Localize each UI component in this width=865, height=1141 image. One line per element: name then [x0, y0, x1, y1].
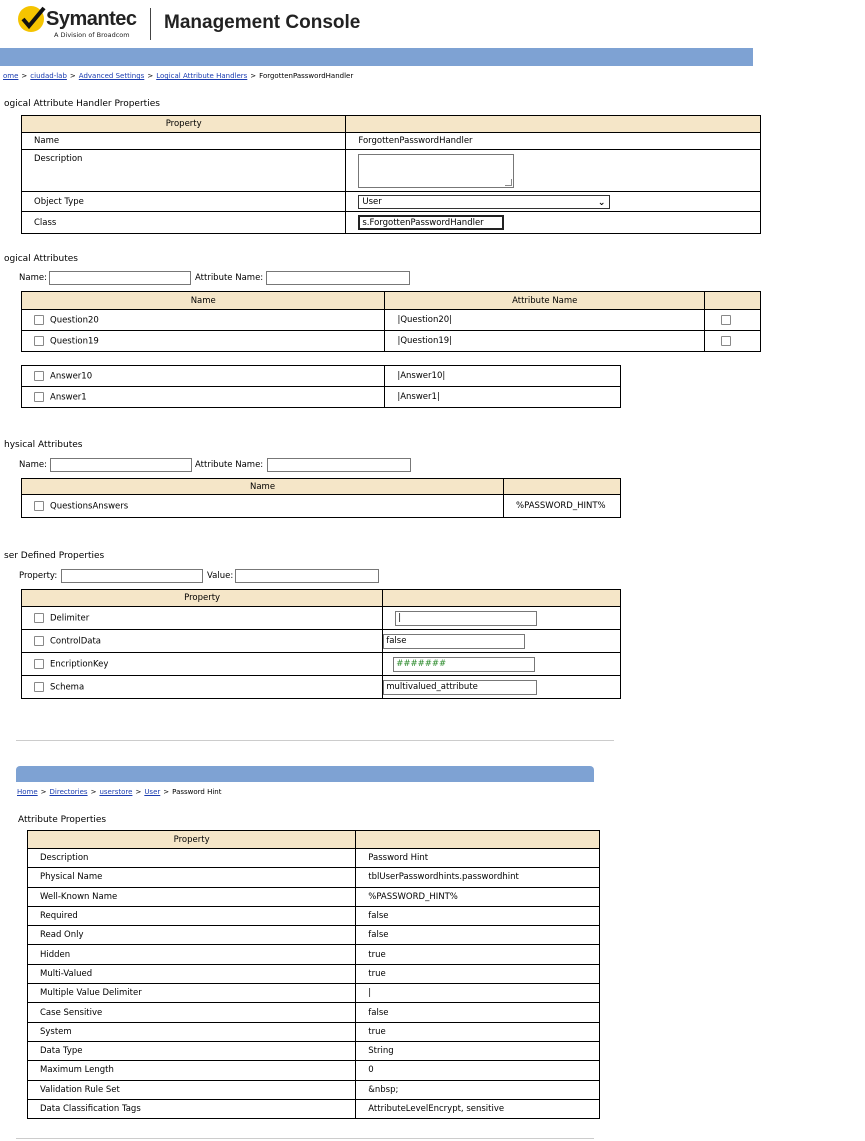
breadcrumb-userstore-link[interactable]: userstore [99, 788, 133, 796]
row-checkbox[interactable] [34, 392, 44, 402]
physical-col-name: Name [22, 479, 504, 495]
property-column-header: Property [22, 116, 346, 133]
physical-attributes-table [21, 478, 621, 518]
attribute-properties-title: Attribute Properties [18, 815, 107, 825]
logical-col-name: Name [22, 292, 385, 310]
attr-property-value: false [356, 906, 600, 925]
table-row [22, 366, 621, 387]
udp-filter-value-input[interactable] [235, 569, 379, 583]
breadcrumb-home-link[interactable]: ome [3, 72, 19, 80]
description-textarea[interactable] [358, 154, 514, 188]
logical-filter-name-input[interactable] [49, 271, 191, 285]
physical-col-value [504, 479, 621, 495]
attr-property-name: Description [28, 849, 356, 868]
row-name: EncriptionKey [50, 659, 109, 670]
brand-subtitle: A Division of Broadcom [54, 31, 130, 39]
handler-properties-table [21, 115, 761, 234]
table-row [22, 495, 621, 518]
row-checkbox-2[interactable] [721, 336, 731, 346]
object-type-label: Object Type [22, 192, 346, 212]
table-row [28, 945, 600, 964]
row-checkbox[interactable] [34, 501, 44, 511]
class-label: Class [22, 212, 346, 234]
table-row [28, 1041, 600, 1060]
physical-attributes-title: hysical Attributes [4, 440, 83, 450]
attr-property-name: Required [28, 906, 356, 925]
table-row [28, 887, 600, 906]
name-value: ForgottenPasswordHandler [346, 133, 761, 150]
table-row [22, 630, 621, 653]
name-label: Name [22, 133, 346, 150]
symantec-check-logo-icon [18, 6, 44, 32]
row-checkbox[interactable] [34, 336, 44, 346]
row-checkbox[interactable] [34, 682, 44, 692]
brand-name: Symantec [46, 8, 137, 30]
table-row [28, 984, 600, 1003]
table-row [28, 926, 600, 945]
table-row [28, 1099, 600, 1118]
breadcrumb-ciudad-lab-link[interactable]: ciudad-lab [30, 72, 67, 80]
value-column-header [346, 116, 761, 133]
physical-filter-name-input[interactable] [50, 458, 192, 472]
logical-filter-attribute-input[interactable] [266, 271, 410, 285]
row-checkbox[interactable] [34, 659, 44, 669]
row-attribute: |Question20| [385, 310, 705, 331]
row-name: Question19 [50, 336, 99, 347]
row-checkbox[interactable] [34, 371, 44, 381]
attr-property-name: Validation Rule Set [28, 1080, 356, 1099]
breadcrumb-directories-link[interactable]: Directories [49, 788, 88, 796]
bottom-divider [16, 1138, 594, 1139]
logical-col-attribute: Attribute Name [385, 292, 705, 310]
attr-property-name: System [28, 1022, 356, 1041]
udp-filter-value-label: Value: [207, 571, 234, 581]
row-name: Answer10 [50, 371, 93, 382]
row-attribute: |Answer1| [385, 387, 621, 408]
controldata-value-input[interactable]: false [383, 634, 525, 649]
attr-property-value: true [356, 945, 600, 964]
attr-property-value: true [356, 1022, 600, 1041]
udp-filter-property-label: Property: [19, 571, 58, 581]
row-checkbox[interactable] [34, 613, 44, 623]
udp-filter-property-input[interactable] [61, 569, 203, 583]
attr-property-value: false [356, 1003, 600, 1022]
row-name: ControlData [50, 636, 102, 647]
physical-filter-name-label: Name: [19, 460, 47, 470]
table-row [28, 1061, 600, 1080]
breadcrumb-advanced-settings-link[interactable]: Advanced Settings [78, 72, 145, 80]
row-checkbox[interactable] [34, 315, 44, 325]
chevron-down-icon: ⌄ [597, 197, 606, 208]
attr-property-value: &nbsp; [356, 1080, 600, 1099]
console-title: Management Console [164, 12, 361, 33]
attr-property-value: tblUserPasswordhints.passwordhint [356, 868, 600, 887]
table-row [28, 1003, 600, 1022]
row-checkbox[interactable] [34, 636, 44, 646]
attribute-nav-bar [16, 766, 594, 782]
attr-property-value: true [356, 964, 600, 983]
row-checkbox-2[interactable] [721, 315, 731, 325]
breadcrumb-home-link[interactable]: Home [17, 788, 38, 796]
user-defined-properties-table [21, 589, 621, 699]
handler-properties-title: ogical Attribute Handler Properties [4, 99, 160, 109]
attr-property-value: false [356, 926, 600, 945]
attr-property-name: Case Sensitive [28, 1003, 356, 1022]
attribute-breadcrumb: Home > Directories > userstore > User > Password Hint [17, 788, 222, 796]
attr-property-name: Hidden [28, 945, 356, 964]
row-name: Schema [50, 682, 85, 693]
attr-property-name: Multi-Valued [28, 964, 356, 983]
breadcrumb-current: ForgottenPasswordHandler [259, 72, 354, 80]
attr-property-value: Password Hint [356, 849, 600, 868]
udp-col-property: Property [22, 590, 383, 607]
attr-property-name: Read Only [28, 926, 356, 945]
row-name: Answer1 [50, 392, 87, 403]
physical-filter-attribute-label: Attribute Name: [195, 460, 264, 470]
logical-filter-name-label: Name: [19, 273, 47, 283]
delimiter-value-input[interactable]: | [395, 611, 537, 626]
attr-col-value [356, 831, 600, 849]
attr-property-value: 0 [356, 1061, 600, 1080]
description-label: Description [22, 150, 346, 192]
encriptionkey-value-input[interactable]: ####### [393, 657, 535, 672]
attr-property-name: Well-Known Name [28, 887, 356, 906]
resize-grip-icon [505, 179, 512, 186]
row-name: QuestionsAnswers [50, 501, 129, 512]
logical-col-extra [705, 292, 761, 310]
physical-filter-attribute-input[interactable] [267, 458, 411, 472]
attr-property-value: AttributeLevelEncrypt, sensitive [356, 1099, 600, 1118]
row-value: %PASSWORD_HINT% [504, 495, 621, 518]
logical-attributes-table-continued [21, 365, 621, 408]
user-defined-properties-title: ser Defined Properties [4, 551, 105, 561]
table-row [28, 964, 600, 983]
breadcrumb-logical-attribute-handlers-link[interactable]: Logical Attribute Handlers [156, 72, 248, 80]
object-type-selected: User [362, 196, 382, 207]
table-row [22, 310, 761, 331]
attr-property-value: | [356, 984, 600, 1003]
top-nav-bar [0, 48, 753, 66]
attr-property-name: Maximum Length [28, 1061, 356, 1080]
logical-attributes-table [21, 291, 761, 352]
table-row [28, 1080, 600, 1099]
schema-value-input[interactable]: multivalued_attribute [383, 680, 537, 695]
breadcrumb-user-link[interactable]: User [144, 788, 161, 796]
app-header [0, 0, 753, 48]
attr-property-name: Data Type [28, 1041, 356, 1060]
header-divider [150, 8, 151, 40]
row-name: Question20 [50, 315, 99, 326]
class-input[interactable]: s.ForgottenPasswordHandler [358, 215, 504, 230]
object-type-select[interactable] [358, 195, 610, 209]
table-row [22, 676, 621, 699]
row-attribute: |Question19| [385, 331, 705, 352]
attr-col-property: Property [28, 831, 356, 849]
attr-property-value: %PASSWORD_HINT% [356, 887, 600, 906]
table-row [22, 607, 621, 630]
row-name: Delimiter [50, 613, 90, 624]
table-row [22, 331, 761, 352]
attribute-properties-table [27, 830, 600, 1119]
table-row [28, 906, 600, 925]
table-row [28, 1022, 600, 1041]
logical-filter-attribute-label: Attribute Name: [195, 273, 264, 283]
attr-property-name: Physical Name [28, 868, 356, 887]
breadcrumb-current: Password Hint [172, 788, 222, 796]
attr-property-value: String [356, 1041, 600, 1060]
section-divider [16, 740, 614, 741]
logical-attributes-title: ogical Attributes [4, 254, 78, 264]
breadcrumb: ome > ciudad-lab > Advanced Settings > Logical Attribute Handlers > ForgottenPasswordHandler [3, 72, 354, 80]
udp-col-value [383, 590, 621, 607]
attr-property-name: Data Classification Tags [28, 1099, 356, 1118]
table-row [28, 849, 600, 868]
row-attribute: |Answer10| [385, 366, 621, 387]
table-row [28, 868, 600, 887]
attr-property-name: Multiple Value Delimiter [28, 984, 356, 1003]
table-row [22, 387, 621, 408]
table-row [22, 653, 621, 676]
